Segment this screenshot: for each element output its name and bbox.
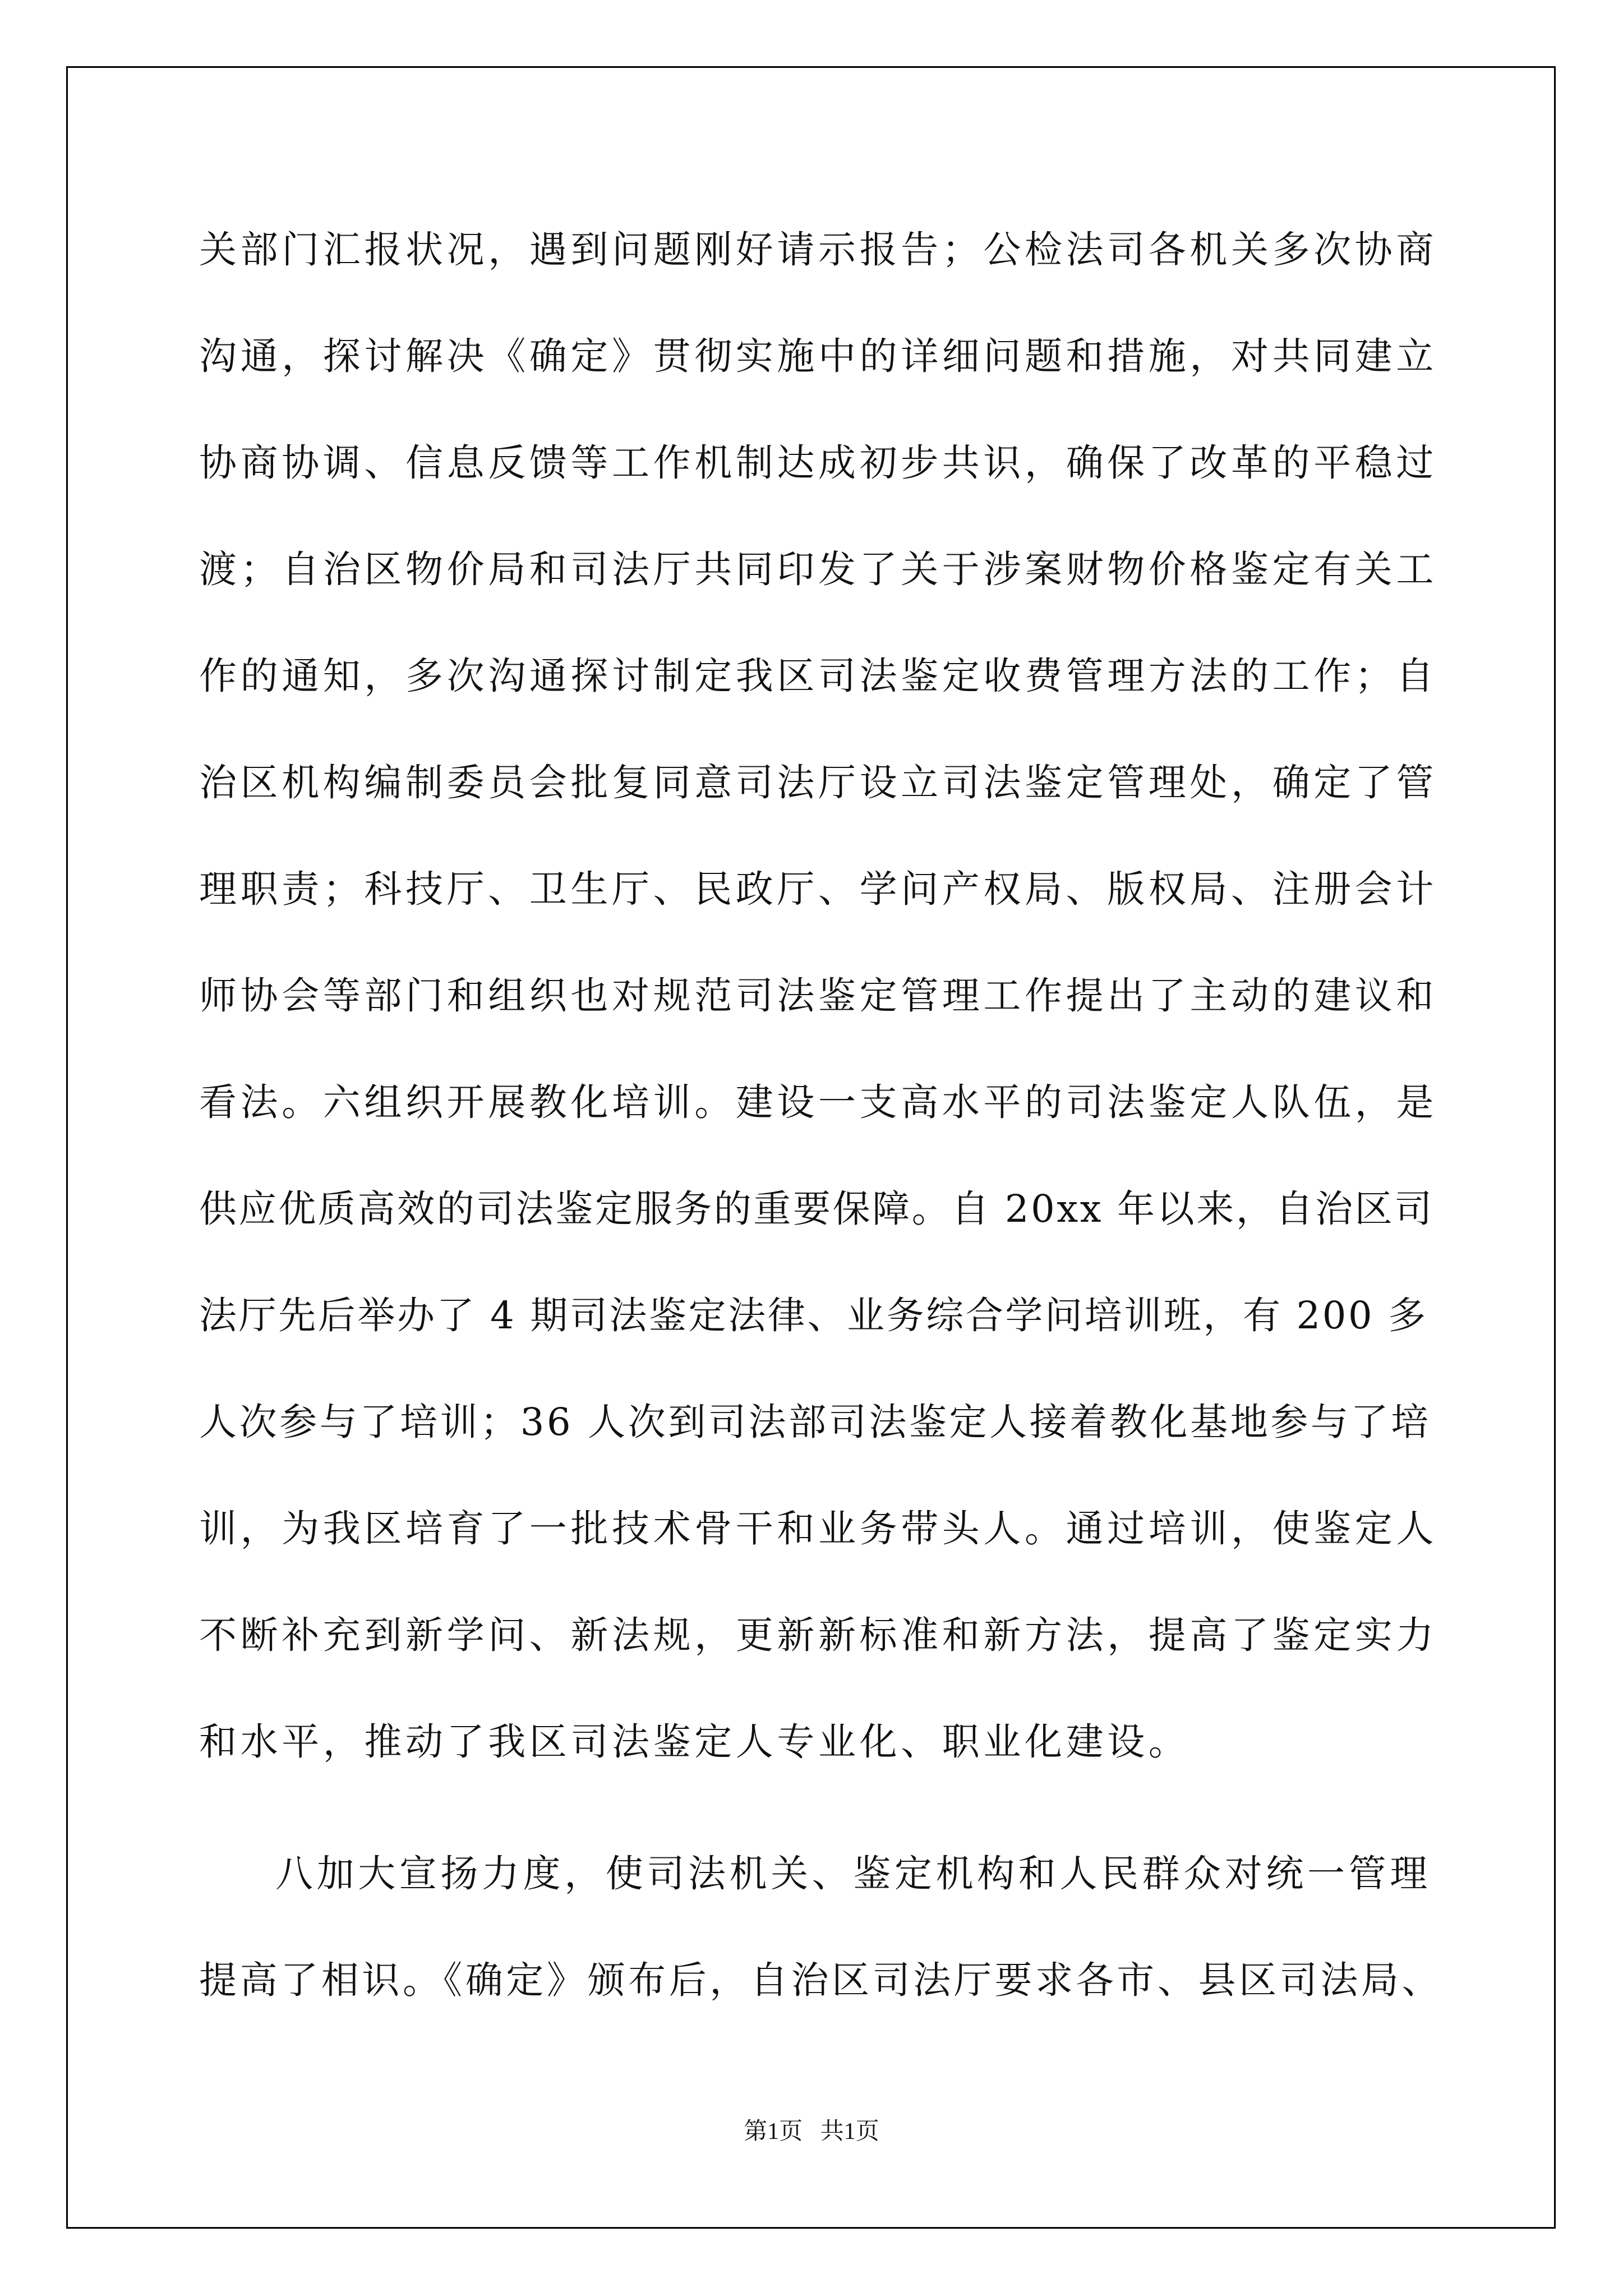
text-line: 看法。六组织开展教化培训。建设一支高水平的司法鉴定人队伍，是	[199, 1080, 1437, 1124]
text-line: 作的通知，多次沟通探讨制定我区司法鉴定收费管理方法的工作；自	[199, 654, 1437, 698]
text-line: 沟通，探讨解决《确定》贯彻实施中的详细问题和措施，对共同建立	[199, 334, 1437, 378]
page-footer: 第1页 共1页	[744, 2119, 879, 2145]
text-line: 八加大宣扬力度，使司法机关、鉴定机构和人民群众对统一管理	[275, 1852, 1431, 1895]
text-line: 理职责；科技厅、卫生厅、民政厅、学问产权局、版权局、注册会计	[199, 867, 1437, 911]
text-line: 不断补充到新学问、新法规，更新新标准和新方法，提高了鉴定实力	[199, 1613, 1437, 1657]
text-line: 关部门汇报状况，遇到问题刚好请示报告；公检法司各机关多次协商	[199, 228, 1437, 272]
text-line: 协商协调、信息反馈等工作机制达成初步共识，确保了改革的平稳过	[199, 441, 1437, 485]
text-line: 和水平，推动了我区司法鉴定人专业化、职业化建设。	[199, 1720, 1190, 1764]
text-line: 人次参与了培训；36 人次到司法部司法鉴定人接着教化基地参与了培	[199, 1400, 1431, 1444]
document-body	[199, 216, 1443, 2053]
text-line: 法厅先后举办了 4 期司法鉴定法律、业务综合学问培训班，有 200 多	[199, 1294, 1428, 1337]
text-line: 治区机构编制委员会批复同意司法厅设立司法鉴定管理处，确定了管	[199, 761, 1437, 804]
text-line: 提高了相识。《确定》颁布后，自治区司法厅要求各市、县区司法局、	[199, 1958, 1443, 2002]
text-line: 渡；自治区物价局和司法厅共同印发了关于涉案财物价格鉴定有关工	[199, 547, 1437, 591]
text-line: 供应优质高效的司法鉴定服务的重要保障。自 20xx 年以来，自治区司	[199, 1187, 1434, 1231]
paragraph-gap	[199, 1815, 1427, 1840]
text-line: 师协会等部门和组织也对规范司法鉴定管理工作提出了主动的建议和	[199, 974, 1437, 1018]
text-line: 训，为我区培育了一批技术骨干和业务带头人。通过培训，使鉴定人	[199, 1507, 1437, 1550]
